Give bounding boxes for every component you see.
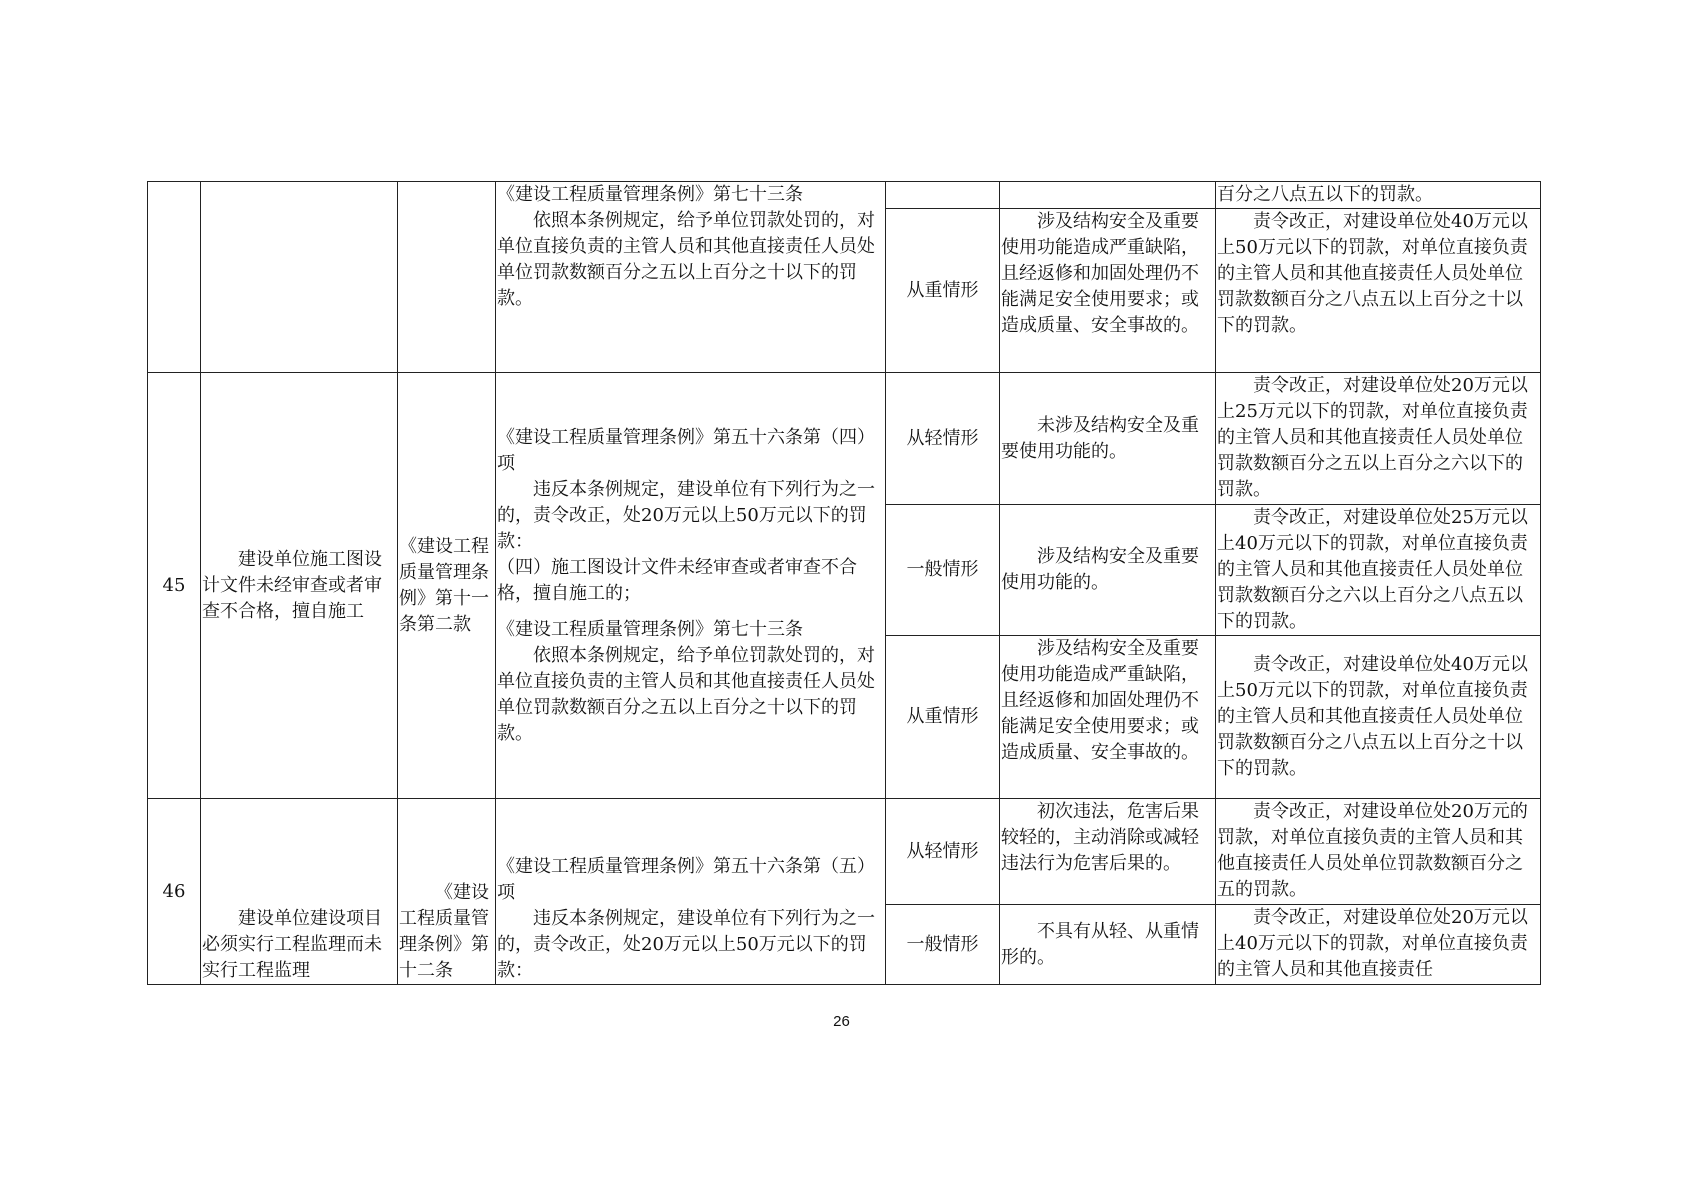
basis-title: 《建设工程质量管理条例》第五十六条第（四）项 <box>497 426 875 474</box>
penalty-basis <box>496 182 886 373</box>
basis-text: 违反本条例规定，建设单位有下列行为之一的，责令改正，处20万元以上50万元以下的罚款： <box>497 478 875 552</box>
violation-description: 建设单位建设项目必须实行工程监理而未实行工程监理 <box>201 799 398 985</box>
violation-description: 建设单位施工图设计文件未经审查或者审查不合格，擅自施工 <box>201 373 398 799</box>
violation-description <box>201 182 398 373</box>
circumstance-text: 不具有从轻、从重情形的。 <box>1000 905 1216 985</box>
table-row <box>148 373 1541 505</box>
condition-label: 从重情形 <box>886 636 1000 799</box>
legal-basis-ref: 《建设工程质量管理条例》第十一条第二款 <box>398 373 496 799</box>
circumstance-text: 未涉及结构安全及重要使用功能的。 <box>1000 373 1216 505</box>
condition-label: 一般情形 <box>886 905 1000 985</box>
page-number: 26 <box>833 1013 850 1030</box>
row-number: 46 <box>148 799 201 985</box>
circumstance-text <box>1000 182 1216 209</box>
condition-label: 从轻情形 <box>886 799 1000 905</box>
penalty-text: 责令改正，对建设单位处40万元以上50万元以下的罚款，对单位直接负责的主管人员和其他直接责任人员处单位罚款数额百分之八点五以上百分之十以下的罚款。 <box>1216 636 1541 799</box>
penalty-basis <box>496 799 886 985</box>
penalty-text: 责令改正，对建设单位处20万元以上40万元以下的罚款，对单位直接负责的主管人员和其他直接责任 <box>1216 905 1541 985</box>
basis-item: （四）施工图设计文件未经审查或者审查不合格，擅自施工的； <box>497 556 857 604</box>
basis-text: 依照本条例规定，给予单位罚款处罚的，对单位直接负责的主管人员和其他直接责任人员处单位罚款数额百分之五以上百分之十以下的罚款。 <box>497 644 875 744</box>
penalty-basis <box>496 373 886 799</box>
basis-title: 《建设工程质量管理条例》第五十六条第（五）项 <box>497 856 875 903</box>
penalty-text: 责令改正，对建设单位处20万元的罚款，对单位直接负责的主管人员和其他直接责任人员处单位罚款数额百分之五的罚款。 <box>1216 799 1541 905</box>
legal-basis-ref: 《建设工程质量管理条例》第十二条 <box>398 799 496 985</box>
basis-text: 依照本条例规定，给予单位罚款处罚的，对单位直接负责的主管人员和其他直接责任人员处单位罚款数额百分之五以上百分之十以下的罚款。 <box>497 210 875 309</box>
circumstance-text: 初次违法，危害后果较轻的，主动消除或减轻违法行为危害后果的。 <box>1000 799 1216 905</box>
penalty-table <box>147 181 1541 985</box>
row-number <box>148 182 201 373</box>
condition-label <box>886 182 1000 209</box>
legal-basis-ref <box>398 182 496 373</box>
penalty-text: 责令改正，对建设单位处40万元以上50万元以下的罚款，对单位直接负责的主管人员和其他直接责任人员处单位罚款数额百分之八点五以上百分之十以下的罚款。 <box>1216 209 1541 373</box>
basis-text: 违反本条例规定，建设单位有下列行为之一的，责令改正，处20万元以上50万元以下的罚款： <box>497 908 875 981</box>
table-row <box>148 182 1541 209</box>
circumstance-text: 涉及结构安全及重要使用功能造成严重缺陷，且经返修和加固处理仍不能满足安全使用要求；或造成质量、安全事故的。 <box>1000 636 1216 799</box>
condition-label: 从重情形 <box>886 209 1000 373</box>
basis-title: 《建设工程质量管理条例》第七十三条 <box>497 184 803 205</box>
penalty-text: 责令改正，对建设单位处25万元以上40万元以下的罚款，对单位直接负责的主管人员和其他直接责任人员处单位罚款数额百分之六以上百分之八点五以下的罚款。 <box>1216 505 1541 636</box>
table-row <box>148 799 1541 905</box>
condition-label: 一般情形 <box>886 505 1000 636</box>
penalty-text: 责令改正，对建设单位处20万元以上25万元以下的罚款，对单位直接负责的主管人员和其他直接责任人员处单位罚款数额百分之五以上百分之六以下的罚款。 <box>1216 373 1541 505</box>
circumstance-text: 涉及结构安全及重要使用功能的。 <box>1000 505 1216 636</box>
basis-title: 《建设工程质量管理条例》第七十三条 <box>497 618 803 640</box>
condition-label: 从轻情形 <box>886 373 1000 505</box>
row-number: 45 <box>148 373 201 799</box>
penalty-text: 百分之八点五以下的罚款。 <box>1216 182 1541 209</box>
circumstance-text: 涉及结构安全及重要使用功能造成严重缺陷，且经返修和加固处理仍不能满足安全使用要求；或造成质量、安全事故的。 <box>1000 209 1216 373</box>
